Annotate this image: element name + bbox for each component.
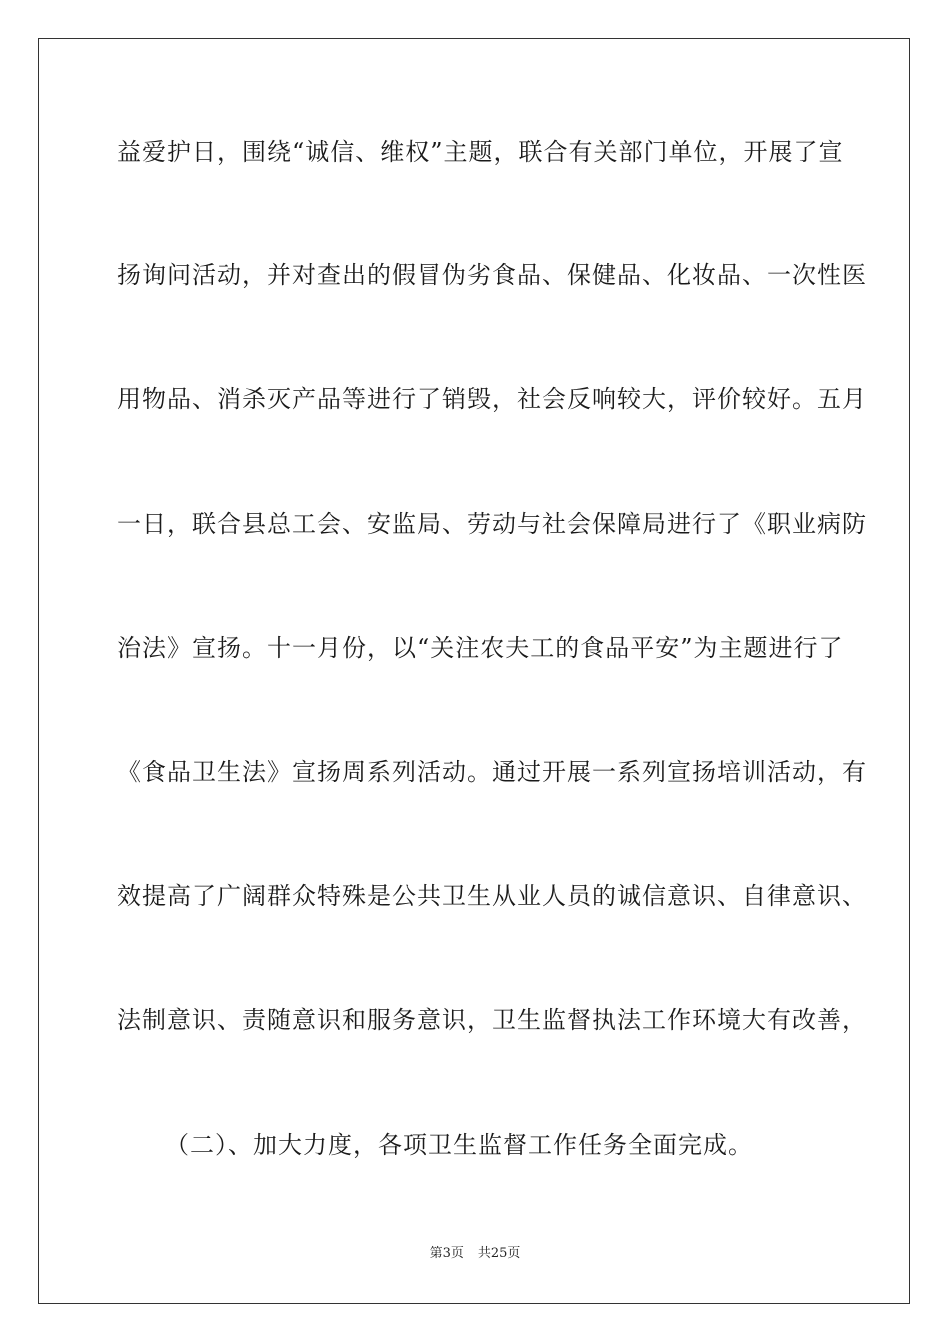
body-line-6: 《食品卫生法》宣扬周系列活动。通过开展一系列宣扬培训活动，有	[117, 758, 867, 786]
body-line-1: 益爱护日，围绕“诚信、维权”主题，联合有关部门单位，开展了宣	[117, 138, 844, 166]
body-line-3: 用物品、消杀灭产品等进行了销毁，社会反响较大，评价较好。五月	[117, 385, 867, 413]
page-number: 第3页	[429, 1246, 464, 1261]
page-total: 共25页	[477, 1246, 521, 1261]
body-line-8: 法制意识、责随意识和服务意识，卫生监督执法工作环境大有改善，	[117, 1006, 867, 1034]
body-line-4: 一日，联合县总工会、安监局、劳动与社会保障局进行了《职业病防	[117, 510, 867, 538]
page-border	[38, 38, 910, 1304]
body-line-2: 扬询问活动，并对查出的假冒伪劣食品、保健品、化妆品、一次性医	[117, 261, 867, 289]
body-line-7: 效提高了广阔群众特殊是公共卫生从业人员的诚信意识、自律意识、	[117, 882, 867, 910]
body-line-5: 治法》宣扬。十一月份，以“关注农夫工的食品平安”为主题进行了	[117, 634, 844, 662]
section-heading: （二）、加大力度，各项卫生监督工作任务全面完成。	[165, 1131, 753, 1159]
page-footer	[0, 1245, 950, 1263]
